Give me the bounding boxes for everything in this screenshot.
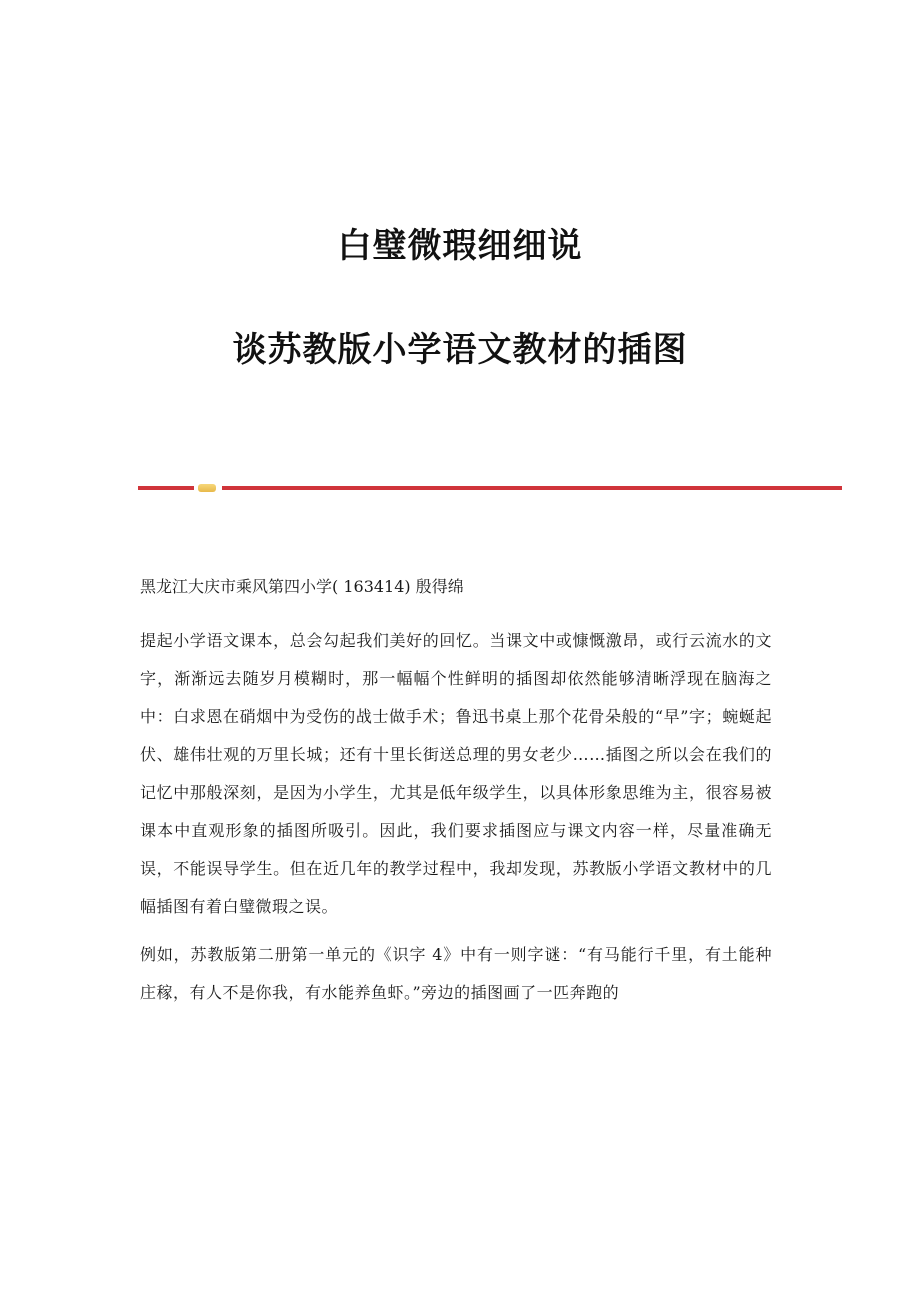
divider-ornament-icon: [198, 484, 216, 492]
title-divider: [138, 484, 842, 492]
divider-line-right: [222, 486, 842, 490]
article-body: [140, 572, 772, 1022]
author-line: 黑龙江大庆市乘风第四小学( 163414) 殷得绵: [140, 577, 464, 596]
document-subtitle: 谈苏教版小学语文教材的插图: [232, 330, 688, 370]
document-title: 白璧微瑕细细说: [337, 226, 583, 266]
paragraph: 提起小学语文课本，总会勾起我们美好的回忆。当课文中或慷慨激昂，或行云流水的文字，渐渐远去随岁月模糊时，那一幅幅个性鲜明的插图却依然能够清晰浮现在脑海之中：白求恩在硝烟中为受伤的战士做手术；鲁迅书桌上那个花骨朵般的“早”字；蜿蜒起伏、雄伟壮观的万里长城；还有十里长街送总理的男女老少……插图之所以会在我们的记忆中那般深刻，是因为小学生，尤其是低年级学生，以具体形象思维为主，很容易被课本中直观形象的插图所吸引。因此，我们要求插图应与课文内容一样，尽量准确无误，不能误导学生。但在近几年的教学过程中，我却发现，苏教版小学语文教材中的几幅插图有着白璧微瑕之误。: [140, 631, 772, 916]
divider-line-left: [138, 486, 194, 490]
paragraph: 例如，苏教版第二册第一单元的《识字 4》中有一则字谜：“有马能行千里，有土能种庄稼，有人不是你我，有水能养鱼虾。”旁边的插图画了一匹奔跑的: [140, 945, 772, 1002]
